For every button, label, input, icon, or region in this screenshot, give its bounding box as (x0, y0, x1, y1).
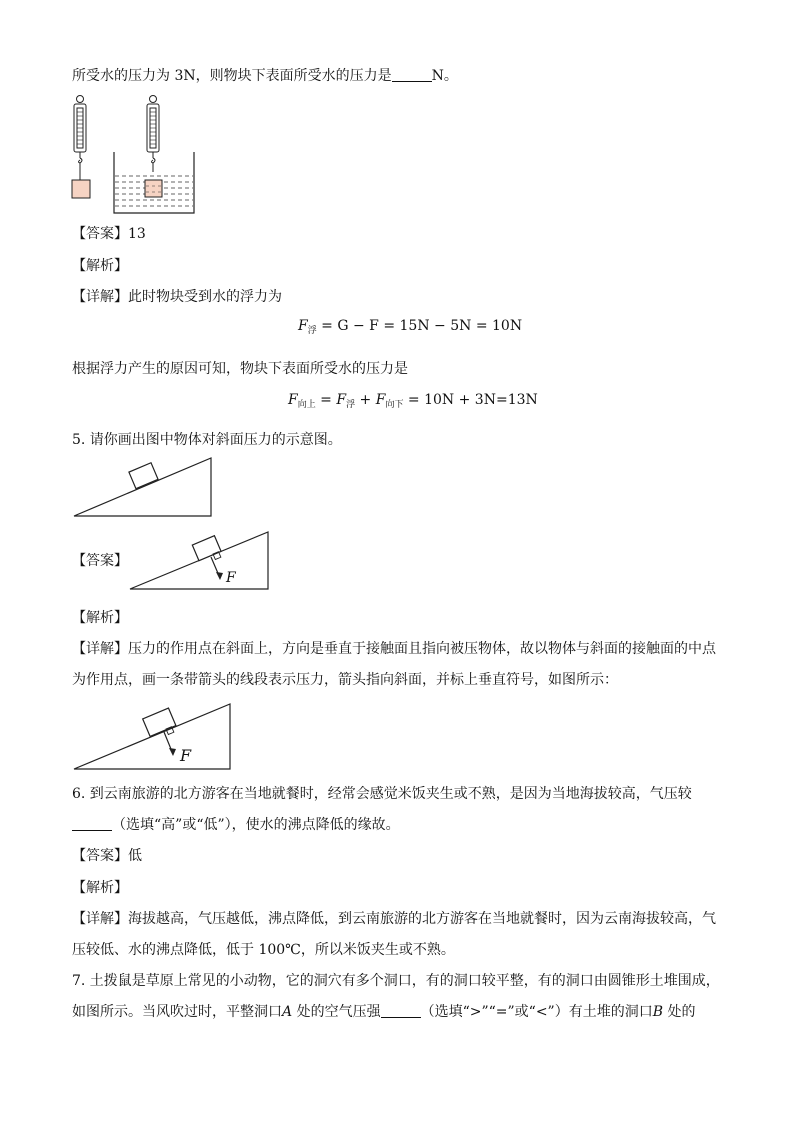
force-label-explanation: F (180, 746, 192, 765)
force-label-answer: F (226, 570, 236, 586)
force-fu-symbol: F (336, 392, 347, 408)
q7-stem-text-2a: 如图所示。当风吹过时，平整洞口 (72, 1004, 282, 1020)
analysis-tag: 【解析】 (72, 880, 128, 896)
formula-2-rest: = 10N + 3N=13N (403, 392, 538, 408)
force-up-subscript: 向上 (297, 400, 316, 410)
force-down-subscript: 向下 (385, 400, 404, 410)
point-b-label: B (652, 1004, 664, 1020)
q6-answer: 低 (128, 848, 142, 864)
q5-detail-1 (72, 639, 716, 659)
q7-stem-text-1: 7. 土拨鼠是草原上常见的小动物，它的洞穴有多个洞口，有的洞口较平整，有的洞口由圆锥形土堆围成， (72, 973, 720, 989)
incline-figure-explanation (72, 702, 234, 772)
q4-stem (72, 66, 458, 86)
q7-stem-text-2d: 处的 (663, 1004, 696, 1020)
detail-tag: 【详解】 (72, 289, 128, 305)
detail-tag: 【详解】 (72, 641, 128, 657)
q7-stem-text-2b: 处的空气压强 (292, 1004, 381, 1020)
q4-formula-2 (288, 392, 538, 410)
force-down-symbol: F (375, 392, 386, 408)
q6-detail-text-2: 压较低、水的沸点降低，低于 100℃，所以米饭夹生或不熟。 (72, 942, 455, 958)
q4-detail-2 (72, 359, 408, 379)
answer-tag: 【答案】 (72, 553, 128, 569)
q6-detail-2 (72, 940, 455, 960)
q6-analysis-line (72, 878, 128, 898)
q4-answer-line (72, 224, 146, 244)
spring-scale-right (147, 96, 159, 181)
q6-stem-1 (72, 784, 692, 804)
answer-tag: 【答案】 (72, 848, 128, 864)
q5-stem-text: 5. 请你画出图中物体对斜面压力的示意图。 (72, 432, 342, 448)
block-in-air (72, 180, 90, 198)
detail-tag: 【详解】 (72, 911, 128, 927)
buoyancy-subscript: 浮 (307, 326, 317, 336)
q4-answer: 13 (128, 226, 146, 242)
force-up-symbol: F (288, 392, 298, 408)
q6-answer-line (72, 846, 142, 866)
analysis-tag: 【解析】 (72, 610, 128, 626)
incline-figure-answer (128, 530, 272, 594)
q6-detail-text-1: 海拔越高，气压越低，沸点降低，到云南旅游的北方游客在当地就餐时，因为云南海拔较高，气 (128, 911, 716, 927)
buoyancy-symbol: F (298, 318, 308, 334)
answer-tag: 【答案】 (72, 226, 128, 242)
q7-stem-1 (72, 971, 720, 991)
water-container (114, 152, 194, 213)
q5-stem (72, 430, 342, 450)
plus-eq: = (315, 392, 337, 408)
q5-detail-text-1: 压力的作用点在斜面上，方向是垂直于接触面且指向被压物体，故以物体与斜面的接触面的中点 (128, 641, 716, 657)
q4-detail-text-1: 此时物块受到水的浮力为 (128, 289, 282, 305)
q5-analysis-line (72, 608, 128, 628)
q5-detail-text-2: 为作用点，画一条带箭头的线段表示压力，箭头指向斜面，并标上垂直符号，如图所示： (72, 672, 618, 688)
q5-detail-2 (72, 670, 618, 690)
incline-figure-question (72, 456, 214, 518)
analysis-tag: 【解析】 (72, 258, 128, 274)
q6-detail-1 (72, 909, 716, 929)
plus-sign: + (355, 392, 376, 408)
q6-stem-text-2: （选填“高”或“低”），使水的沸点降低的缘故。 (112, 817, 400, 833)
q4-detail-1 (72, 287, 282, 307)
q4-formula-1 (298, 318, 522, 336)
q6-stem-2 (72, 815, 400, 835)
q5-answer-line (72, 551, 128, 571)
q7-answer-blank (381, 1003, 421, 1018)
q4-answer-blank (392, 67, 432, 82)
q4-analysis-line (72, 256, 128, 276)
q7-stem-text-2c: （选填“>”“=”或“<”）有土堆的洞口 (420, 1004, 653, 1020)
spring-scale-figure (66, 92, 206, 214)
q4-detail-text-2: 根据浮力产生的原因可知，物块下表面所受水的压力是 (72, 361, 408, 377)
force-fu-subscript: 浮 (346, 400, 356, 410)
point-a-label: A (282, 1004, 293, 1020)
formula-1-rest: = G − F = 15N − 5N = 10N (316, 318, 523, 334)
q6-answer-blank (72, 816, 112, 831)
block-in-water (145, 180, 162, 197)
q6-stem-text-1: 6. 到云南旅游的北方游客在当地就餐时，经常会感觉米饭夹生或不熟，是因为当地海拔较高，气压较 (72, 786, 692, 802)
q4-stem-unit: N。 (431, 68, 458, 84)
q7-stem-2 (72, 1002, 695, 1022)
q4-stem-text: 所受水的压力为 3N，则物块下表面所受水的压力是 (72, 68, 392, 84)
spring-scale-left (74, 96, 86, 181)
